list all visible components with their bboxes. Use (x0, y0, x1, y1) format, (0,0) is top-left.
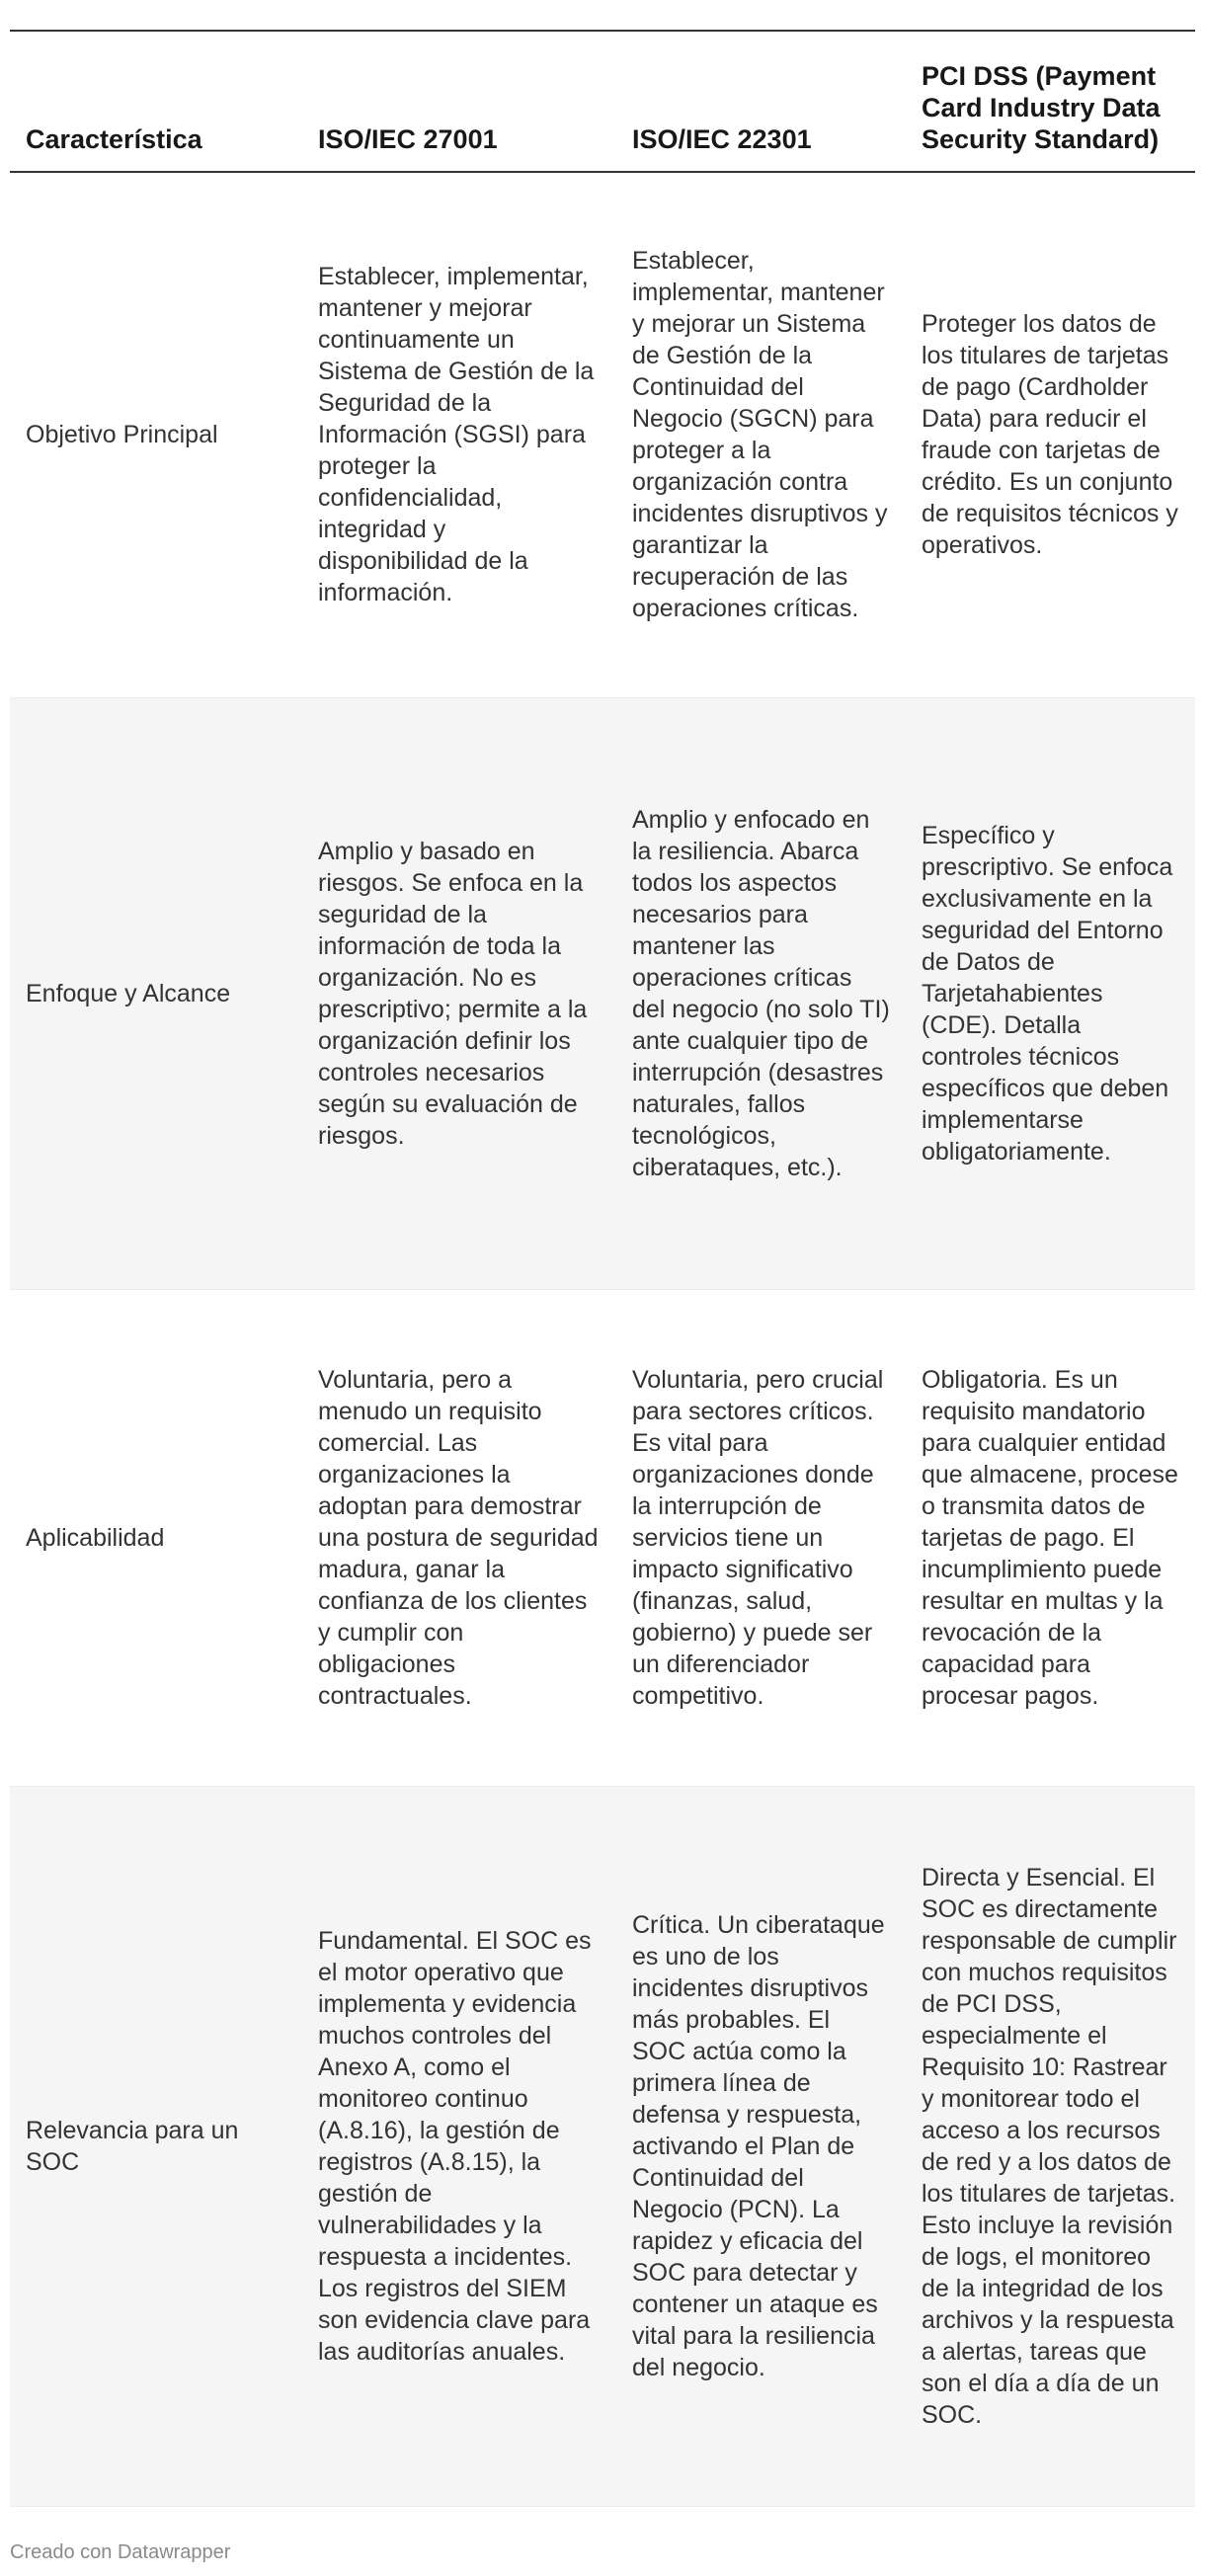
row-label-objetivo: Objetivo Principal (10, 172, 302, 697)
header-pci-dss: PCI DSS (Payment Card Industry Data Security Standard) (906, 32, 1195, 172)
cell-pci-dss: Obligatoria. Es un requisito mandatorio para cualquier entidad que almacene, procese o transmita datos de tarjetas de pago. El incumplimiento puede resultar en multas y la revocación de la capacidad para procesar pagos. (906, 1289, 1195, 1786)
cell-iso-22301: Voluntaria, pero crucial para sectores críticos. Es vital para organizaciones donde la interrupción de servicios tiene un impacto significativo (finanzas, salud, gobierno) y puede ser un diferenciador competitivo. (616, 1289, 906, 1786)
cell-iso-27001: Voluntaria, pero a menudo un requisito comercial. Las organizaciones la adoptan para demostrar una postura de seguridad madura, ganar la confianza de los clientes y cumplir con obligaciones contractuales. (302, 1289, 616, 1786)
cell-iso-27001: Amplio y basado en riesgos. Se enfoca en la seguridad de la información de toda la organización. No es prescriptivo; permite a la organización definir los controles necesarios según su evaluación de riesgos. (302, 697, 616, 1289)
row-label-relevancia: Relevancia para un SOC (10, 1786, 302, 2506)
cell-pci-dss: Directa y Esencial. El SOC es directamente responsable de cumplir con muchos requisitos de PCI DSS, especialmente el Requisito 10: Rastrear y monitorear todo el acceso a los recursos de red y a los datos de los titulares de tarjetas. Esto incluye la revisión de logs, el monitoreo de la integridad de los archivos y la respuesta a alertas, tareas que son el día a día de un SOC. (906, 1786, 1195, 2506)
datawrapper-credit: Creado con Datawrapper (10, 2541, 231, 2563)
cell-pci-dss: Específico y prescriptivo. Se enfoca exclusivamente en la seguridad del Entorno de Datos de Tarjetahabientes (CDE). Detalla controles técnicos específicos que deben implementarse obligatoriamente. (906, 697, 1195, 1289)
header-iso-22301: ISO/IEC 22301 (616, 32, 906, 172)
comparison-table-container (10, 30, 1195, 2507)
cell-iso-22301: Establecer, implementar, mantener y mejorar un Sistema de Gestión de la Continuidad del Negocio (SGCN) para proteger a la organización contra incidentes disruptivos y garantizar la recuperación de las operaciones críticas. (616, 172, 906, 697)
table-header-row (10, 32, 1195, 172)
comparison-table (10, 32, 1195, 2507)
cell-iso-22301: Amplio y enfocado en la resiliencia. Abarca todos los aspectos necesarios para mantener las operaciones críticas del negocio (no solo TI) ante cualquier tipo de interrupción (desastres naturales, fallos tecnológicos, ciberataques, etc.). (616, 697, 906, 1289)
table-row (10, 1289, 1195, 1786)
row-label-aplicabilidad: Aplicabilidad (10, 1289, 302, 1786)
row-label-enfoque: Enfoque y Alcance (10, 697, 302, 1289)
table-row (10, 1786, 1195, 2506)
cell-iso-27001: Establecer, implementar, mantener y mejorar continuamente un Sistema de Gestión de la Seguridad de la Información (SGSI) para proteger la confidencialidad, integridad y disponibilidad de la información. (302, 172, 616, 697)
table-row (10, 697, 1195, 1289)
header-iso-27001: ISO/IEC 27001 (302, 32, 616, 172)
cell-iso-27001: Fundamental. El SOC es el motor operativo que implementa y evidencia muchos controles del Anexo A, como el monitoreo continuo (A.8.16), la gestión de registros (A.8.15), la gestión de vulnerabilidades y la respuesta a incidentes. Los registros del SIEM son evidencia clave para las auditorías anuales. (302, 1786, 616, 2506)
cell-pci-dss: Proteger los datos de los titulares de tarjetas de pago (Cardholder Data) para reducir el fraude con tarjetas de crédito. Es un conjunto de requisitos técnicos y operativos. (906, 172, 1195, 697)
table-row (10, 172, 1195, 697)
header-caracteristica: Característica (10, 32, 302, 172)
cell-iso-22301: Crítica. Un ciberataque es uno de los incidentes disruptivos más probables. El SOC actúa como la primera línea de defensa y respuesta, activando el Plan de Continuidad del Negocio (PCN). La rapidez y eficacia del SOC para detectar y contener un ataque es vital para la resiliencia del negocio. (616, 1786, 906, 2506)
